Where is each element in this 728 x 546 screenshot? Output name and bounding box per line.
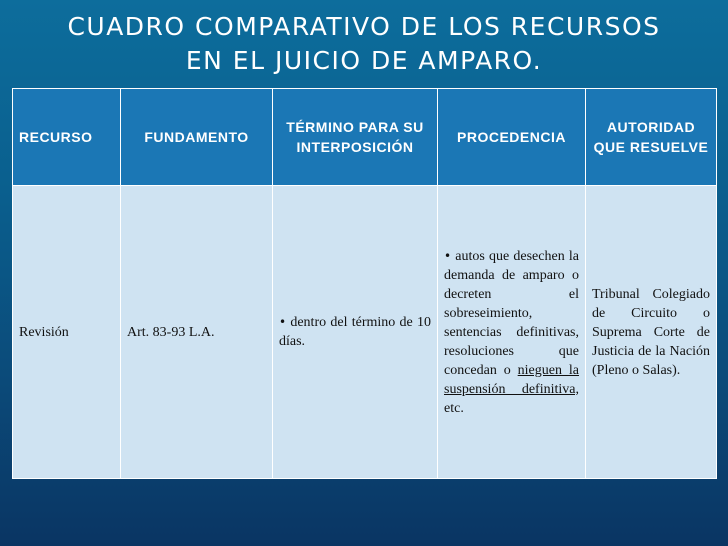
- cell-autoridad: Tribunal Colegiado de Circuito o Suprema Corte de Justicia de la Nación (Pleno o Salas).: [586, 186, 717, 479]
- comparison-table: [12, 88, 717, 479]
- procedencia-text: autos que desechen la demanda de amparo o decreten el sobreseimiento, sentencias definitivas, resoluciones que concedan o: [444, 248, 579, 378]
- header-procedencia: PROCEDENCIA: [438, 89, 586, 186]
- header-recurso: RECURSO: [13, 89, 121, 186]
- header-fundamento: FUNDAMENTO: [121, 89, 273, 186]
- procedencia-end-text: etc.: [444, 400, 464, 416]
- cell-fundamento: Art. 83-93 L.A.: [121, 186, 273, 479]
- bullet-icon: •: [444, 248, 452, 263]
- cell-termino: [273, 186, 438, 479]
- slide-title: [0, 10, 728, 78]
- termino-text: dentro del término de 10 días.: [279, 315, 431, 349]
- procedencia-underlined-text: nieguen la suspensión definitiva,: [444, 362, 579, 397]
- title-line-2: EN EL JUICIO DE AMPARO.: [185, 46, 543, 75]
- table-row: [13, 186, 717, 479]
- cell-procedencia: [438, 186, 586, 479]
- table-header-row: [13, 89, 717, 186]
- header-termino: TÉRMINO PARA SU INTERPOSICIÓN: [273, 89, 438, 186]
- bullet-icon: •: [279, 315, 287, 329]
- title-line-1: CUADRO COMPARATIVO DE LOS RECURSOS: [67, 12, 661, 41]
- header-autoridad: AUTORIDAD QUE RESUELVE: [586, 89, 717, 186]
- cell-recurso: Revisión: [13, 186, 121, 479]
